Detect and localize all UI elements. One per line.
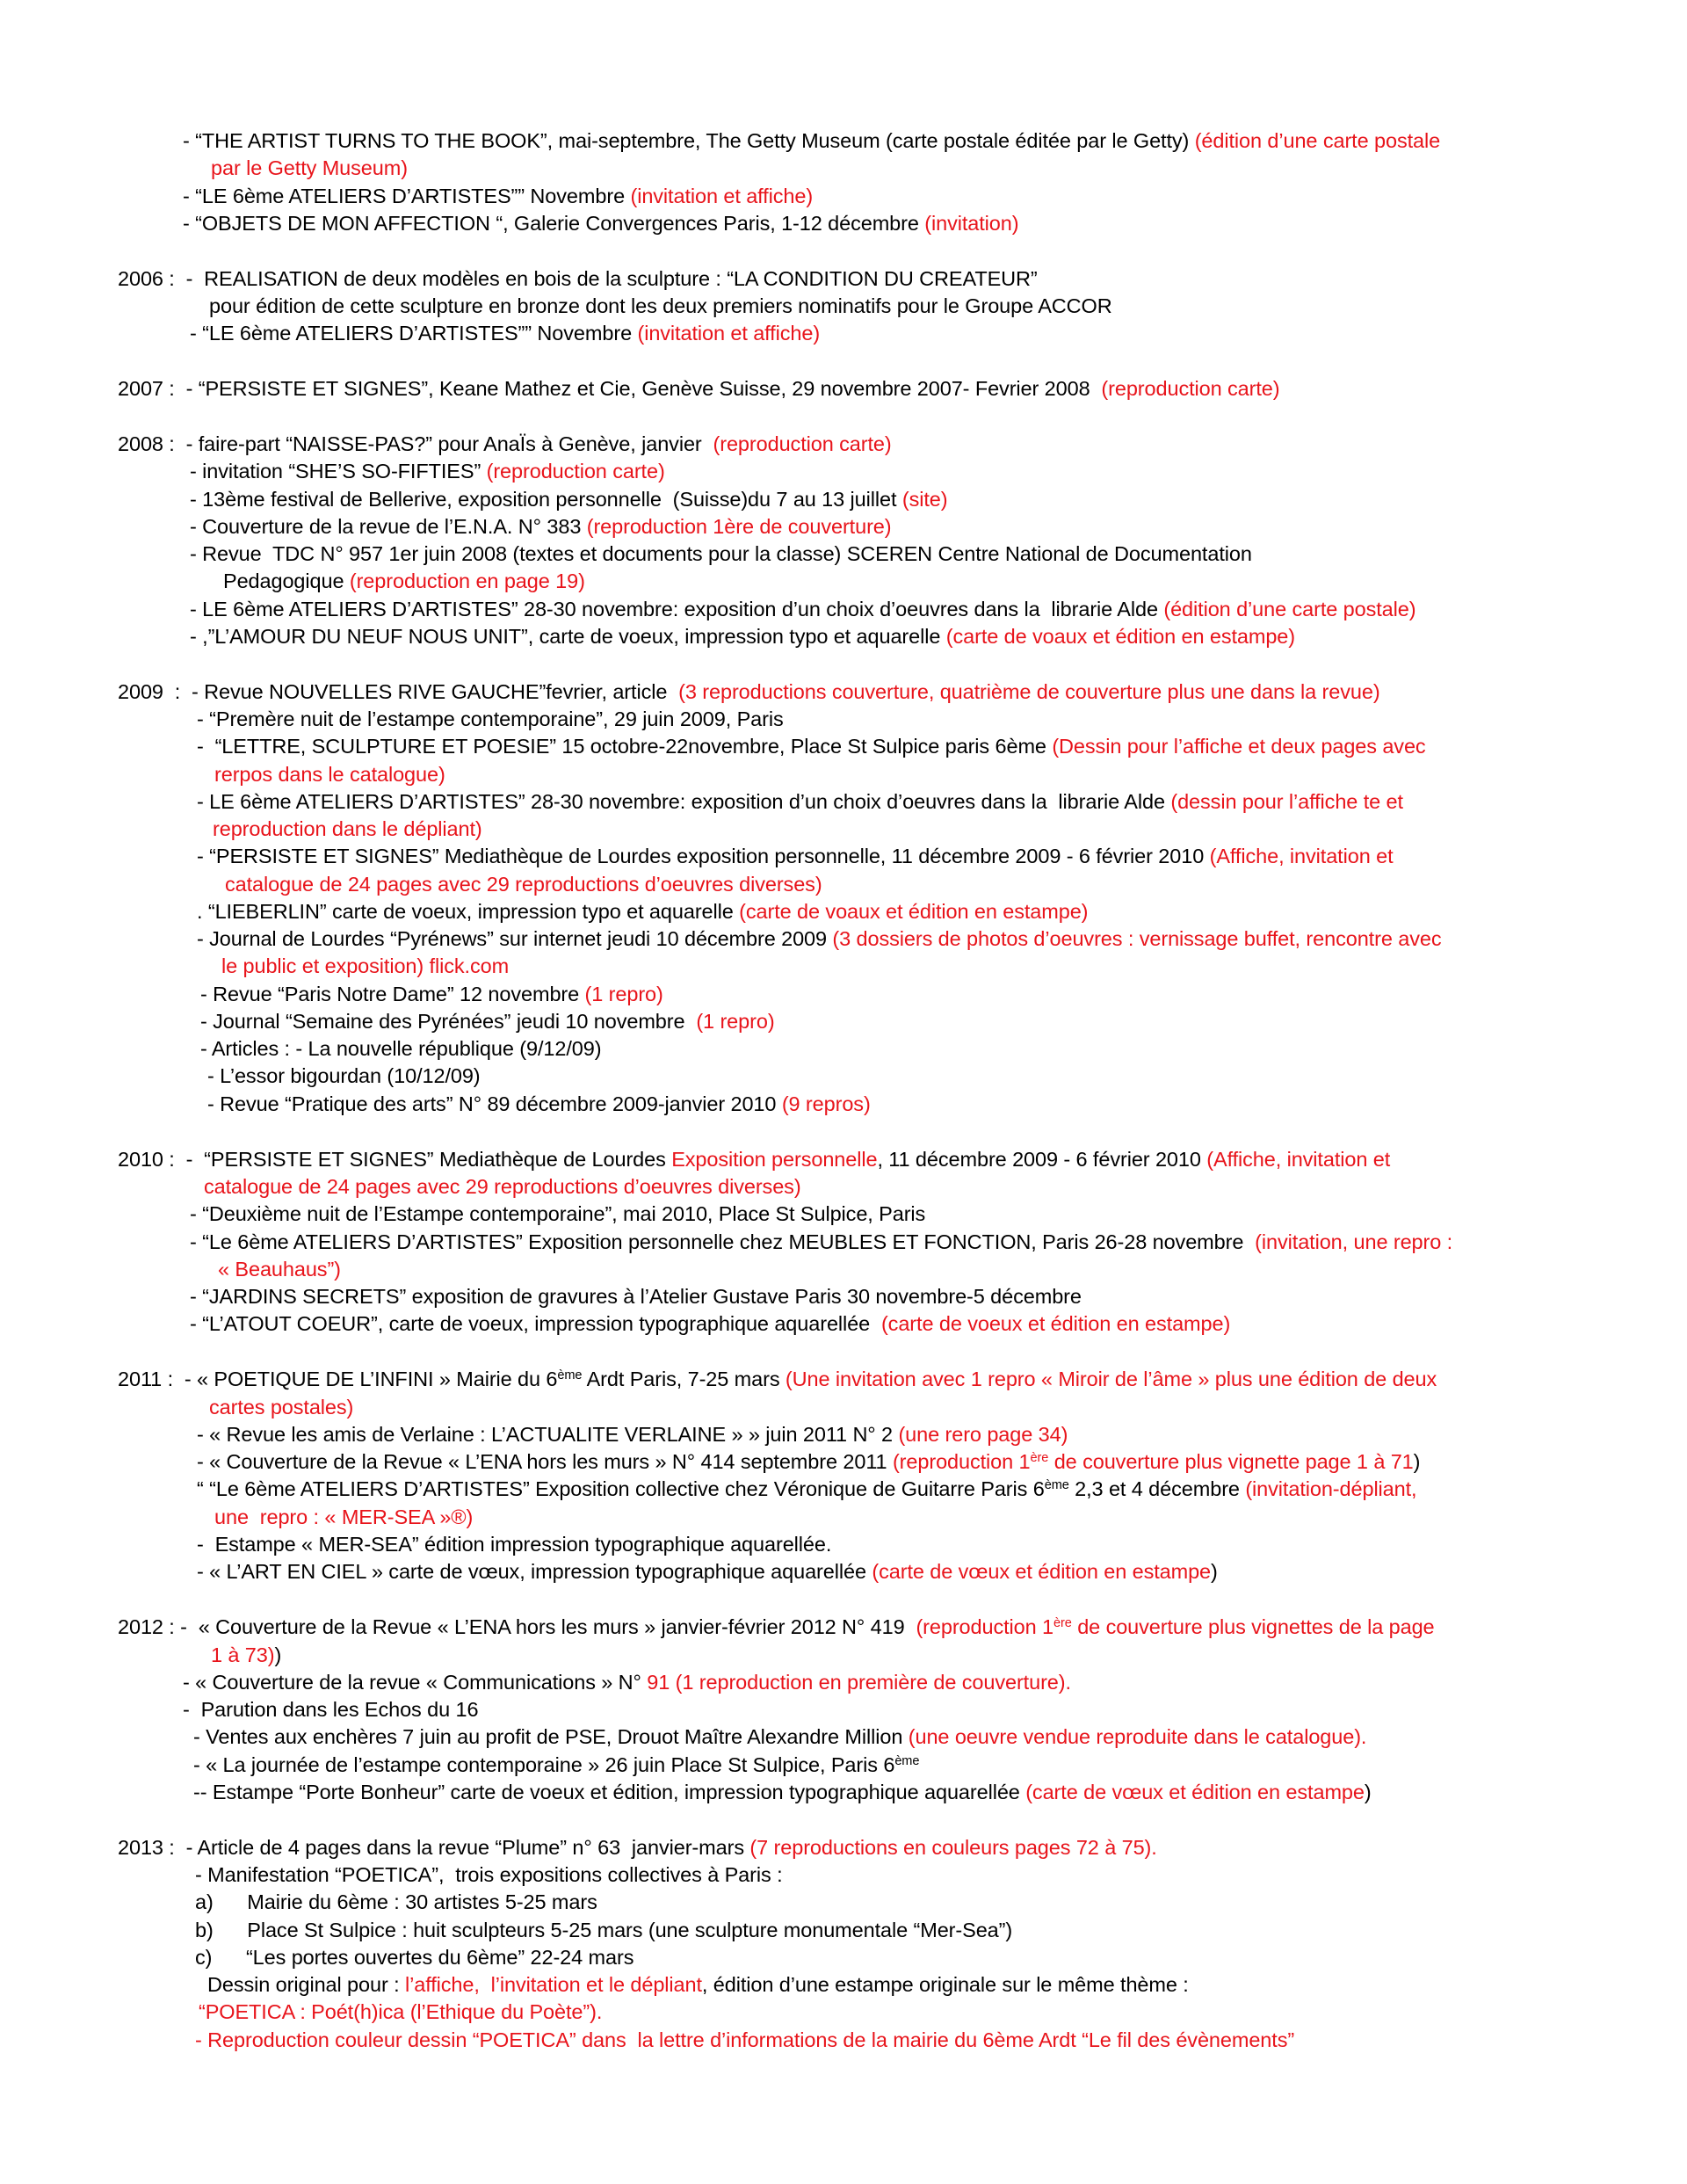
text-line <box>211 155 408 182</box>
text-line <box>197 1421 1068 1448</box>
text-line <box>197 925 1441 953</box>
highlight-text: (carte de vœux et édition en estampe <box>872 1560 1212 1583</box>
highlight-text: (carte de voaux et édition en estampe) <box>739 900 1089 923</box>
highlight-text: (Affiche, invitation et <box>1206 1148 1391 1171</box>
text-line <box>195 1889 597 1916</box>
body-text: b) Place St Sulpice : huit sculpteurs 5-25 mars (une sculpture monumentale “Mer-Sea”) <box>195 1919 1013 1941</box>
text-line <box>200 981 663 1008</box>
highlight-text: cartes postales) <box>209 1396 354 1419</box>
text-line <box>199 1999 602 2026</box>
body-text: “ “Le 6ème ATELIERS D’ARTISTES” Exposition collective chez Véronique de Guitarre Paris 6 <box>197 1477 1045 1500</box>
highlight-text: (invitation) <box>924 212 1019 235</box>
text-line <box>221 953 509 980</box>
body-text: - “THE ARTIST TURNS TO THE BOOK”, mai-septembre, The Getty Museum (carte postale éditée par le Getty) <box>183 129 1195 152</box>
highlight-text: rerpos dans le catalogue) <box>214 763 445 786</box>
highlight-text: (reproduction carte) <box>713 432 892 455</box>
text-line <box>197 843 1394 870</box>
body-text: - “Le 6ème ATELIERS D’ARTISTES” Exposition personnelle chez MEUBLES ET FONCTION, Paris 26-28 novembre <box>190 1230 1256 1253</box>
text-line <box>190 486 947 513</box>
highlight-text: (Affiche, invitation et <box>1209 845 1394 867</box>
body-text: - Revue “Pratique des arts” N° 89 décembre 2009-janvier 2010 <box>207 1092 782 1115</box>
body-text: 2007 : - “PERSISTE ET SIGNES”, Keane Mathez et Cie, Genève Suisse, 29 novembre 2007- Fevrier 2008 <box>118 377 1102 400</box>
body-text: Dessin original pour : <box>207 1973 405 1996</box>
text-line <box>207 1971 1189 1999</box>
text-line <box>195 1917 1012 1944</box>
superscript-text: ème <box>1044 1478 1069 1492</box>
highlight-text: (invitation et affiche) <box>637 322 821 345</box>
text-line <box>218 1256 341 1283</box>
highlight-text: (une rero page 34) <box>898 1423 1068 1446</box>
body-text: - Couverture de la revue de l’E.N.A. N° 383 <box>190 515 587 538</box>
body-text: - ,”L’AMOUR DU NEUF NOUS UNIT”, carte de voeux, impression typo et aquarelle <box>190 625 946 648</box>
body-text: ) <box>1211 1560 1218 1583</box>
body-text: -- Estampe “Porte Bonheur” carte de voeux et édition, impression typographique aquarellée <box>193 1781 1026 1803</box>
highlight-text: (édition d’une carte postale) <box>1163 598 1416 620</box>
text-line <box>214 1504 473 1531</box>
text-line <box>183 1696 478 1723</box>
text-line <box>223 568 585 595</box>
body-text: Ardt Paris, 7-25 mars <box>582 1368 786 1390</box>
body-text: - « Couverture de la Revue « L’ENA hors les murs » N° 414 septembre 2011 <box>197 1450 893 1473</box>
body-text: - 13ème festival de Bellerive, exposition personnelle (Suisse)du 7 au 13 juillet <box>190 488 902 511</box>
highlight-text: (Une invitation avec 1 repro « Miroir de l’âme » plus une édition de deux <box>785 1368 1437 1390</box>
text-line <box>190 1310 1230 1338</box>
body-text: , 11 décembre 2009 - 6 février 2010 <box>877 1148 1207 1171</box>
body-text: 2,3 et 4 décembre <box>1068 1477 1246 1500</box>
highlight-text: 1 à 73) <box>211 1643 275 1666</box>
body-text: - Revue “Paris Notre Dame” 12 novembre <box>200 983 585 1005</box>
text-line <box>209 1394 353 1421</box>
text-line <box>195 1944 634 1971</box>
highlight-text: - Reproduction couleur dessin “POETICA” dans la lettre d’informations de la mairie du 6ème Ardt “Le fil des évènements” <box>195 2028 1295 2051</box>
text-line <box>209 293 1112 320</box>
highlight-text: Exposition personnelle <box>671 1148 878 1171</box>
body-text: - « Revue les amis de Verlaine : L’ACTUALITE VERLAINE » » juin 2011 N° 2 <box>197 1423 899 1446</box>
body-text: - L’essor bigourdan (10/12/09) <box>207 1064 481 1087</box>
body-text: ) <box>1364 1781 1372 1803</box>
body-text: pour édition de cette sculpture en bronze dont les deux premiers nominatifs pour le Groupe ACCOR <box>209 294 1112 317</box>
body-text: - “L’ATOUT COEUR”, carte de voeux, impression typographique aquarellée <box>190 1312 881 1335</box>
superscript-text: ère <box>1030 1451 1049 1465</box>
highlight-text: de couverture plus vignette page 1 à 71 <box>1048 1450 1414 1473</box>
text-line <box>197 1531 831 1558</box>
text-line <box>193 1752 919 1779</box>
body-text: 2008 : - faire-part “NAISSE-PAS?” pour AnaÏs à Genève, janvier <box>118 432 713 455</box>
body-text: ) <box>274 1643 282 1666</box>
body-text: - Estampe « MER-SEA” édition impression typographique aquarellée. <box>197 1533 832 1556</box>
body-text: a) Mairie du 6ème : 30 artistes 5-25 mars <box>195 1890 597 1913</box>
text-line <box>195 1861 783 1889</box>
highlight-text: reproduction dans le dépliant) <box>213 817 482 840</box>
highlight-text: (reproduction en page 19) <box>349 570 585 592</box>
body-text: - “Deuxième nuit de l’Estampe contemporaine”, mai 2010, Place St Sulpice, Paris <box>190 1202 926 1225</box>
text-line <box>197 733 1426 760</box>
highlight-text: (reproduction 1ère de couverture) <box>586 515 892 538</box>
body-text: - “LETTRE, SCULPTURE ET POESIE” 15 octobre-22novembre, Place St Sulpice paris 6ème <box>197 735 1053 758</box>
body-text: Pedagogique <box>223 570 350 592</box>
body-text: - « L’ART EN CIEL » carte de vœux, impression typographique aquarellée <box>197 1560 872 1583</box>
highlight-text: (une oeuvre vendue reproduite dans le catalogue). <box>908 1725 1367 1748</box>
text-line <box>200 1008 775 1035</box>
text-line <box>118 1146 1390 1173</box>
text-line <box>225 871 822 898</box>
highlight-text: (édition d’une carte postale <box>1194 129 1441 152</box>
text-line <box>211 1642 281 1669</box>
body-text: - « Couverture de la revue « Communications » N° <box>183 1671 648 1694</box>
text-line <box>118 431 892 458</box>
highlight-text: le public et exposition) flick.com <box>221 954 510 977</box>
text-line <box>183 1669 1071 1696</box>
text-line <box>197 706 784 733</box>
highlight-text: (invitation-dépliant, <box>1245 1477 1417 1500</box>
highlight-text: (1 repro) <box>584 983 663 1005</box>
body-text: , édition d’une estampe originale sur le même thème : <box>701 1973 1189 1996</box>
body-text: - Revue TDC N° 957 1er juin 2008 (textes et documents pour la classe) SCEREN Centre National de Documentation <box>190 542 1252 565</box>
highlight-text: (invitation et affiche) <box>630 185 814 207</box>
highlight-text: (7 reproductions en couleurs pages 72 à 75). <box>749 1836 1157 1859</box>
highlight-text: de couverture plus vignettes de la page <box>1071 1615 1435 1638</box>
text-line <box>190 596 1415 623</box>
text-line <box>190 1283 1082 1310</box>
text-line <box>213 816 482 843</box>
body-text: 2012 : - « Couverture de la Revue « L’ENA hors les murs » janvier-février 2012 N° 419 <box>118 1615 916 1638</box>
highlight-text: (reproduction carte) <box>1101 377 1280 400</box>
text-line <box>183 210 1018 237</box>
body-text: - “PERSISTE ET SIGNES” Mediathèque de Lourdes exposition personnelle, 11 décembre 2009 - 6 février 2010 <box>197 845 1210 867</box>
text-line <box>190 458 665 485</box>
highlight-text: (invitation, une repro : <box>1255 1230 1453 1253</box>
highlight-text: (reproduction 1 <box>916 1615 1054 1638</box>
text-line <box>207 1091 871 1118</box>
text-line <box>197 898 1088 925</box>
highlight-text: (9 repros) <box>781 1092 871 1115</box>
highlight-text: « Beauhaus”) <box>218 1258 341 1281</box>
highlight-text: (reproduction carte) <box>486 460 665 483</box>
highlight-text: “POETICA : Poét(h)ica (l’Ethique du Poète”). <box>199 2000 603 2023</box>
text-line <box>118 265 1038 293</box>
body-text: - Parution dans les Echos du 16 <box>183 1698 479 1721</box>
text-line <box>197 1448 1420 1476</box>
text-line <box>214 761 445 788</box>
body-text: 2010 : - “PERSISTE ET SIGNES” Mediathèque de Lourdes <box>118 1148 672 1171</box>
text-line <box>118 1614 1435 1641</box>
body-text: 2009 : - Revue NOUVELLES RIVE GAUCHE”fevrier, article <box>118 680 679 703</box>
text-line <box>190 541 1252 568</box>
body-text: - Manifestation “POETICA”, trois expositions collectives à Paris : <box>195 1863 783 1886</box>
body-text: 2011 : - « POETIQUE DE L’INFINI » Mairie du 6 <box>118 1368 558 1390</box>
body-text: - Articles : - La nouvelle république (9/12/09) <box>200 1037 602 1060</box>
text-line <box>118 375 1280 403</box>
highlight-text: catalogue de 24 pages avec 29 reproductions d’oeuvres diverses) <box>204 1175 801 1198</box>
body-text: - invitation “SHE’S SO-FIFTIES” <box>190 460 487 483</box>
body-text: - Journal “Semaine des Pyrénées” jeudi 10 novembre <box>200 1010 697 1033</box>
highlight-text: (3 reproductions couverture, quatrième de couverture plus une dans la revue) <box>678 680 1380 703</box>
text-line <box>200 1035 601 1063</box>
text-line <box>118 1366 1437 1393</box>
highlight-text: (3 dossiers de photos d’oeuvres : vernissage buffet, rencontre avec <box>832 927 1442 950</box>
text-line <box>197 1476 1416 1503</box>
text-line <box>204 1173 801 1201</box>
highlight-text: (carte de voeux et édition en estampe) <box>880 1312 1231 1335</box>
text-line <box>190 623 1295 650</box>
highlight-text: catalogue de 24 pages avec 29 reproductions d’oeuvres diverses) <box>225 873 822 896</box>
text-line <box>183 127 1440 155</box>
body-text: c) “Les portes ouvertes du 6ème” 22-24 mars <box>195 1946 634 1969</box>
text-line <box>190 1201 925 1228</box>
highlight-text: une repro : « MER-SEA »®) <box>214 1506 474 1528</box>
text-line <box>190 1229 1452 1256</box>
body-text: - “LE 6ème ATELIERS D’ARTISTES”” Novembre <box>183 185 631 207</box>
text-line <box>207 1063 481 1090</box>
text-line <box>197 788 1403 816</box>
body-text: - « La journée de l’estampe contemporaine » 26 juin Place St Sulpice, Paris 6 <box>193 1753 895 1776</box>
text-line <box>118 1834 1157 1861</box>
text-line <box>190 513 892 541</box>
highlight-text: (reproduction 1 <box>892 1450 1031 1473</box>
body-text: 2013 : - Article de 4 pages dans la revue “Plume” n° 63 janvier-mars <box>118 1836 750 1859</box>
body-text: - Ventes aux enchères 7 juin au profit de PSE, Drouot Maître Alexandre Million <box>193 1725 909 1748</box>
body-text: - “LE 6ème ATELIERS D’ARTISTES”” Novembre <box>190 322 638 345</box>
text-line <box>183 183 813 210</box>
highlight-text: (carte de voaux et édition en estampe) <box>945 625 1296 648</box>
body-text: . “LIEBERLIN” carte de voeux, impression typo et aquarelle <box>197 900 740 923</box>
highlight-text: (dessin pour l’affiche te et <box>1170 790 1403 813</box>
highlight-text: (1 repro) <box>696 1010 775 1033</box>
text-line <box>190 320 820 347</box>
body-text: - “JARDINS SECRETS” exposition de gravures à l’Atelier Gustave Paris 30 novembre-5 décembre <box>190 1285 1082 1308</box>
body-text: ) <box>1413 1450 1421 1473</box>
superscript-text: ère <box>1053 1616 1072 1630</box>
text-line <box>193 1723 1366 1751</box>
highlight-text: par le Getty Museum) <box>211 156 408 179</box>
text-line <box>195 2027 1294 2054</box>
body-text: 2006 : - REALISATION de deux modèles en bois de la sculpture : “LA CONDITION DU CREATEUR” <box>118 267 1038 290</box>
highlight-text: 91 (1 reproduction en première de couverture). <box>647 1671 1071 1694</box>
highlight-text: (site) <box>901 488 948 511</box>
highlight-text: (Dessin pour l’affiche et deux pages avec <box>1052 735 1426 758</box>
superscript-text: ème <box>894 1754 920 1768</box>
text-line <box>197 1558 1218 1585</box>
highlight-text: (carte de vœux et édition en estampe <box>1025 1781 1365 1803</box>
body-text: - LE 6ème ATELIERS D’ARTISTES” 28-30 novembre: exposition d’un choix d’oeuvres dans la librarie Alde <box>197 790 1171 813</box>
superscript-text: ème <box>557 1368 583 1382</box>
text-line <box>118 678 1380 706</box>
body-text: - LE 6ème ATELIERS D’ARTISTES” 28-30 novembre: exposition d’un choix d’oeuvres dans la librarie Alde <box>190 598 1164 620</box>
text-line <box>193 1779 1372 1806</box>
body-text: - “Premère nuit de l’estampe contemporaine”, 29 juin 2009, Paris <box>197 707 784 730</box>
body-text: - “OBJETS DE MON AFFECTION “, Galerie Convergences Paris, 1-12 décembre <box>183 212 925 235</box>
body-text: - Journal de Lourdes “Pyrénews” sur internet jeudi 10 décembre 2009 <box>197 927 833 950</box>
highlight-text: l’affiche, l’invitation et le dépliant <box>404 1973 702 1996</box>
